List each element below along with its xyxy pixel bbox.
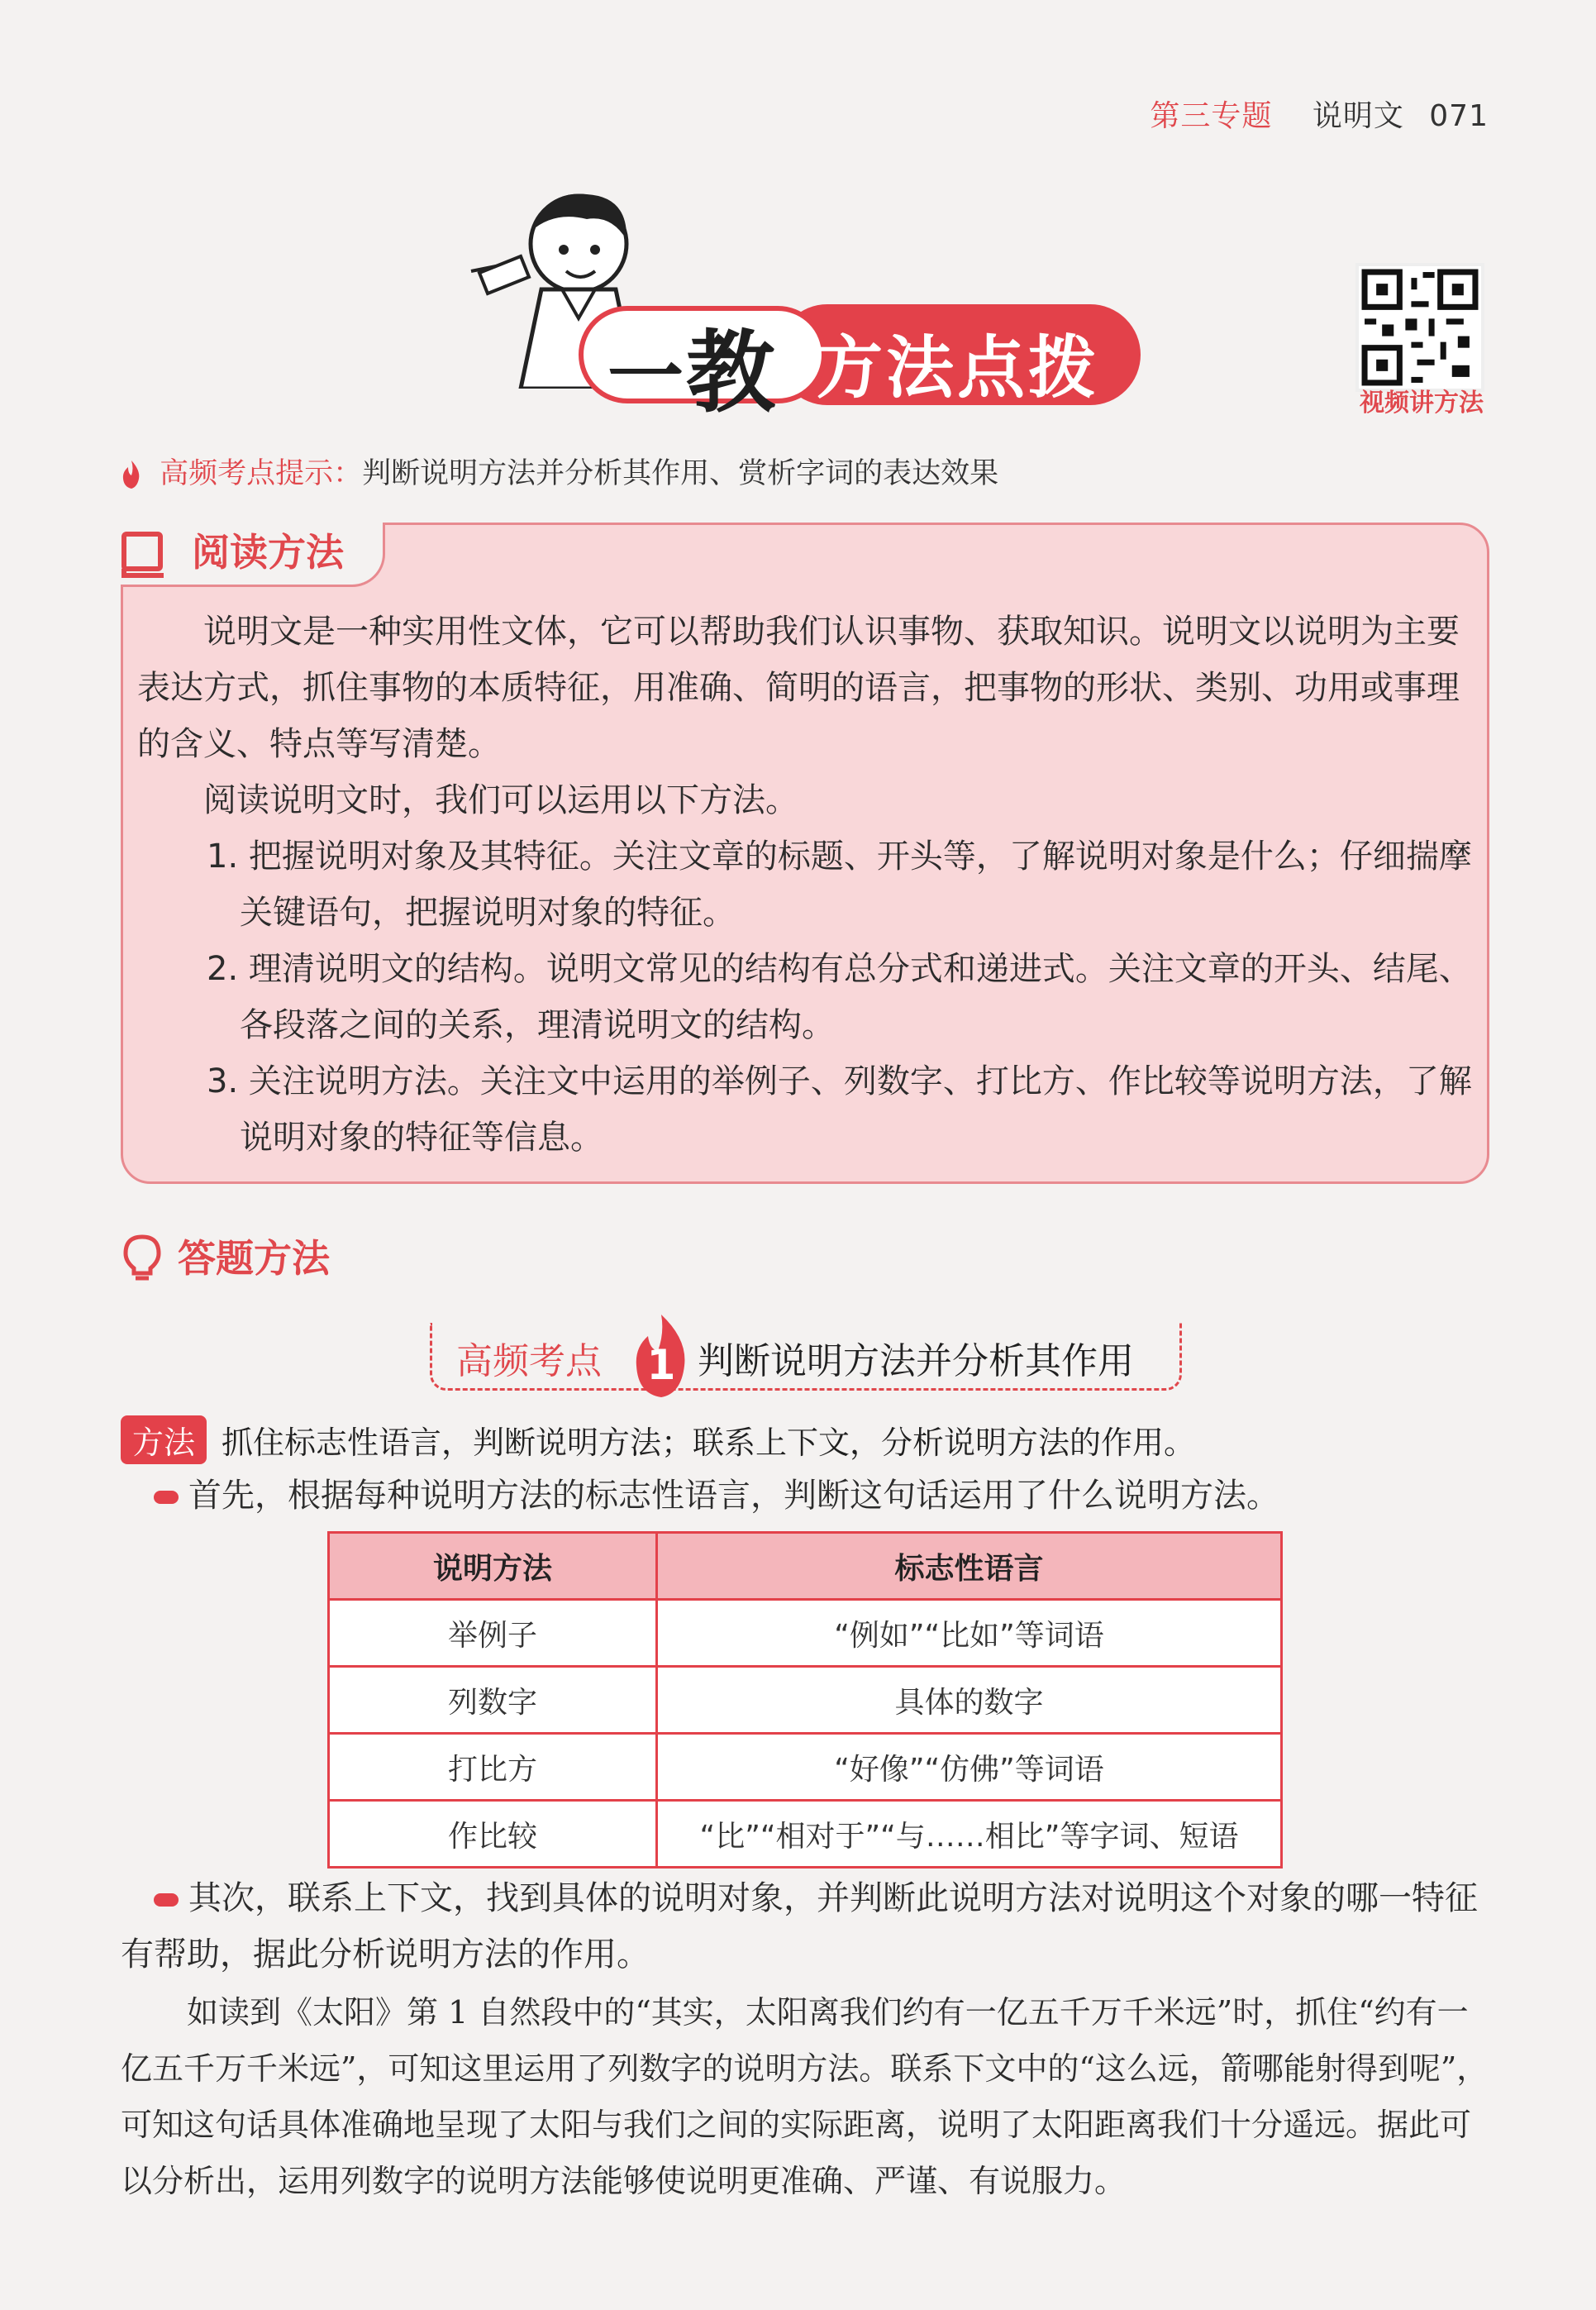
reading-method-title: 阅读方法 [192,530,344,575]
table-cell: 列数字 [329,1667,657,1734]
page-number: 071 [1429,99,1489,133]
bullet-icon [154,1491,179,1504]
second-step [121,1870,1493,1983]
method-table [327,1531,1283,1869]
table-cell: “好像”“仿佛”等词语 [657,1734,1282,1801]
hint-text: 判断说明方法并分析其作用、赏析字词的表达效果 [362,457,999,490]
hint-label: 高频考点提示： [160,457,363,490]
reading-method-body [137,604,1476,1166]
book-icon [121,529,170,579]
frequent-point-title: 判断说明方法并分析其作用 [698,1340,1134,1382]
table-row [329,1600,1282,1667]
qr-code-icon[interactable] [1355,263,1484,392]
lightbulb-icon [121,1234,164,1285]
table-row [329,1734,1282,1801]
method-row [121,1415,1195,1464]
table-cell: 举例子 [329,1600,657,1667]
method-tag: 方法 [121,1415,207,1464]
reading-para-2: 阅读说明文时，我们可以运用以下方法。 [203,781,798,819]
table-cell: 作比较 [329,1801,657,1868]
table-row [329,1801,1282,1868]
reading-item: 1. 把握说明对象及其特征。关注文章的标题、开头等，了解说明对象是什么；仔细揣摩关键语句，把握说明对象的特征。 [207,838,1472,932]
table-header-row [329,1533,1282,1600]
table-cell: “例如”“比如”等词语 [657,1600,1282,1667]
table-header: 说明方法 [329,1533,657,1600]
section-banner [463,174,1149,425]
flame-icon [121,461,142,489]
running-header [1150,93,1489,135]
example-paragraph [121,1984,1493,2209]
first-step-text: 首先，根据每种说明方法的标志性语言，判断这句话运用了什么说明方法。 [188,1477,1279,1515]
bullet-icon [154,1893,179,1907]
section-label: 第三专题 [1150,99,1273,133]
method-text: 抓住标志性语言，判断说明方法；联系上下文，分析说明方法的作用。 [222,1425,1196,1461]
banner-teach: 教 [686,322,776,425]
second-step-text: 其次，联系上下文，找到具体的说明对象，并判断此说明方法对说明这个对象的哪一特征有帮助，据此分析说明方法的作用。 [121,1879,1478,1974]
first-step [121,1468,1493,1524]
reading-item: 3. 关注说明方法。关注文中运用的举例子、列数字、打比方、作比较等说明方法，了解说明对象的特征等信息。 [207,1062,1472,1157]
exam-hint [121,451,998,492]
table-row [329,1667,1282,1734]
banner-title: 方法点拨 [815,329,1100,408]
reading-para-1: 说明文是一种实用性文体，它可以帮助我们认识事物、获取知识。说明文以说明为主要表达方式，抓住事物的本质特征，用准确、简明的语言，把事物的形状、类别、功用或事理的含义、特点等写清楚。 [137,613,1460,763]
banner-one: 一 [607,332,684,421]
reading-item: 2. 理清说明文的结构。说明文常见的结构有总分式和递进式。关注文章的开头、结尾、各段落之间的关系，理清说明文的结构。 [207,950,1472,1044]
frequent-point-number: 1 [646,1341,676,1389]
answer-method-title: 答题方法 [178,1236,330,1281]
table-cell: 具体的数字 [657,1667,1282,1734]
table-cell: “比”“相对于”“与……相比”等字词、短语 [657,1801,1282,1868]
table-cell: 打比方 [329,1734,657,1801]
frequent-point-label: 高频考点 [456,1340,602,1382]
example-text: 如读到《太阳》第 1 自然段中的“其实，太阳离我们约有一亿五千万千米远”时，抓住“约有一亿五千万千米远”，可知这里运用了列数字的说明方法。联系下文中的“这么远，箭哪能射得到呢”，可知这句话具体准确地呈现了太阳与我们之间的实际距离，说明了太阳距离我们十分遥远。据此可以分析出，运用列数字的说明方法能够使说明更准确、严谨、有说服力。 [121,1994,1489,2199]
chapter-label: 说明文 [1312,99,1404,133]
table-header: 标志性语言 [657,1533,1282,1600]
qr-label: 视频讲方法 [1360,389,1484,418]
